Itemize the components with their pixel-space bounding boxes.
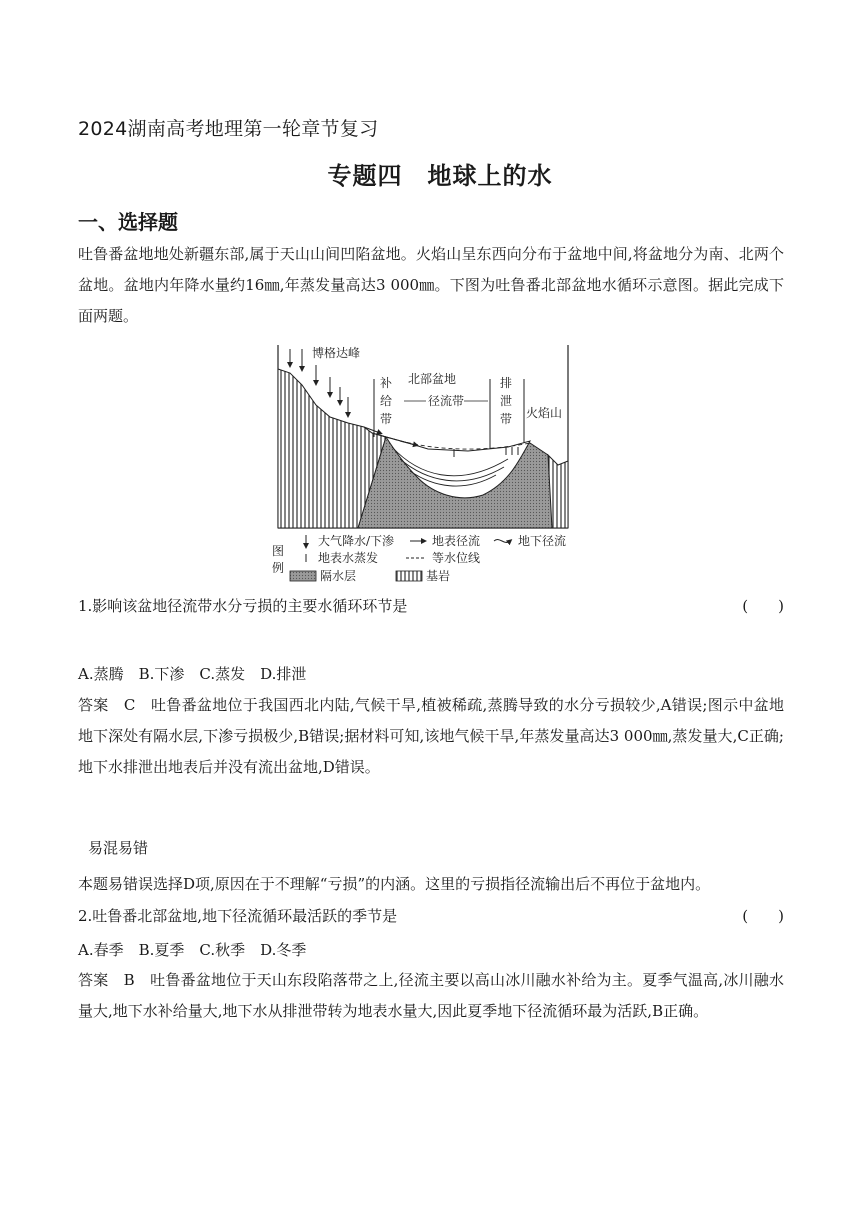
- question-2-stem: [78, 904, 784, 928]
- intro-paragraph: 吐鲁番盆地地处新疆东部,属于天山山间凹陷盆地。火焰山呈东西向分布于盆地中间,将盆地分为南、北两个盆地。盆地内年降水量约16㎜,年蒸发量高达3 000㎜。下图为吐鲁番北部盆地水循环示意图。据此完成下面两题。: [78, 245, 784, 325]
- question-1-text: 1.影响该盆地径流带水分亏损的主要水循环环节是: [78, 597, 408, 615]
- note-title: 易混易错: [88, 839, 149, 857]
- legend-evaporation: 地表水蒸发: [318, 551, 379, 565]
- question-1-answer: 答案 C 吐鲁番盆地位于我国西北内陆,气候干旱,植被稀疏,蒸腾导致的水分亏损较少,A错误;图示中盆地地下深处有隔水层,下渗亏损极少,B错误;据材料可知,该地气候干旱,年蒸发量高达3 000㎜,蒸发量大,C正确;地下水排泄出地表后并没有流出盆地,D错误。: [78, 696, 784, 776]
- legend-title-1: 图: [272, 544, 285, 558]
- question-2-answer: 答案 B 吐鲁番盆地位于天山东段陷落带之上,径流主要以高山冰川融水补给为主。夏季气温高,冰川融水量大,地下水补给量大,地下水从排泄带转为地表水量大,因此夏季地下径流循环最为活跃,B正确。: [78, 971, 784, 1020]
- water-cycle-figure: [268, 343, 598, 588]
- question-2-options: A.春季 B.夏季 C.秋季 D.冬季: [78, 941, 307, 959]
- flaming-mountain-label: 火焰山: [526, 406, 563, 420]
- document-title: 专题四 地球上的水: [327, 162, 553, 190]
- basin-label: 北部盆地: [408, 372, 457, 386]
- discharge-zone-label-3: 带: [500, 412, 513, 426]
- legend-bedrock: 基岩: [426, 569, 451, 583]
- water-cycle-diagram: [268, 343, 598, 588]
- legend-groundwater-icon: [494, 540, 510, 543]
- legend-groundwater: 地下径流: [518, 534, 567, 548]
- question-1-stem: [78, 594, 784, 618]
- recharge-zone-label-2: 给: [380, 394, 393, 408]
- legend-aquiclude: 隔水层: [320, 569, 357, 583]
- recharge-zone-label-3: 带: [380, 412, 393, 426]
- legend: [272, 533, 566, 583]
- section-heading: 一、选择题: [78, 210, 178, 234]
- recharge-zone-label-1: 补: [380, 376, 393, 390]
- legend-surface-runoff: 地表径流: [432, 534, 481, 548]
- legend-aquiclude-icon: [290, 571, 316, 581]
- legend-bedrock-icon: [396, 571, 422, 581]
- peak-label: 博格达峰: [312, 346, 361, 360]
- legend-title-2: 例: [272, 561, 285, 575]
- discharge-zone-label-1: 排: [500, 376, 513, 390]
- runoff-zone-label: 径流带: [428, 394, 465, 408]
- flaming-mountain-bedrock: [548, 455, 568, 528]
- document-header: 2024湖南高考地理第一轮章节复习: [78, 118, 379, 140]
- discharge-zone-label-2: 泄: [500, 394, 513, 408]
- note-text: 本题易错误选择D项,原因在于不理解“亏损”的内涵。这里的亏损指径流输出后不再位于盆地内。: [78, 875, 711, 893]
- question-1-answer-blank: ( ): [742, 597, 784, 615]
- question-2-text: 2.吐鲁番北部盆地,地下径流循环最活跃的季节是: [78, 907, 398, 925]
- legend-water-table: 等水位线: [432, 551, 481, 565]
- question-2-answer-blank: ( ): [742, 907, 784, 925]
- question-1-options: A.蒸腾 B.下渗 C.蒸发 D.排泄: [78, 665, 307, 683]
- legend-precipitation: 大气降水/下渗: [318, 534, 395, 548]
